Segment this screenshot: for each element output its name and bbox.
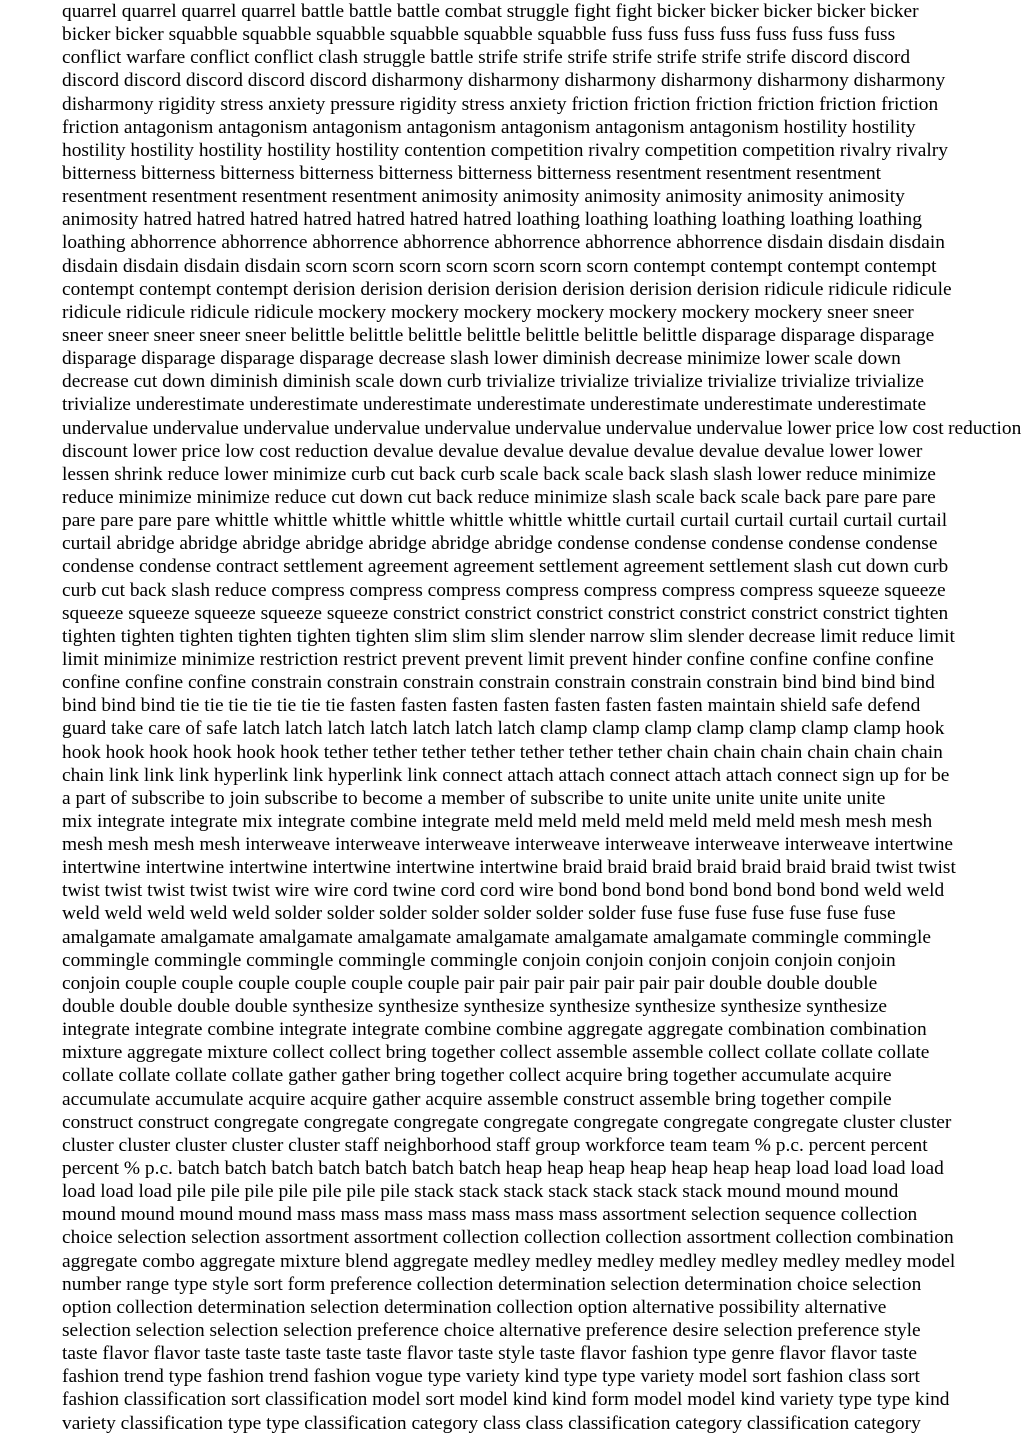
text-line: commingle commingle commingle commingle commingle conjoin conjoin conjoin conjoin conjoin conjoin [62, 949, 896, 971]
text-line: bind bind bind tie tie tie tie tie tie tie fasten fasten fasten fasten fasten fasten fasten maintain shield safe defend [62, 695, 921, 717]
text-line: reduce minimize minimize reduce cut down cut back reduce minimize slash scale back scale back pare pare pare [62, 486, 936, 508]
text-line: integrate integrate combine integrate integrate combine combine aggregate aggregate combination combination [62, 1019, 927, 1041]
text-line: twist twist twist twist twist wire wire cord twine cord cord wire bond bond bond bond bond bond bond weld weld [62, 880, 945, 902]
text-line: hook hook hook hook hook hook tether tether tether tether tether tether tether chain chain chain chain chain chain [62, 741, 943, 763]
text-line: mesh mesh mesh mesh interweave interweave interweave interweave interweave interweave interweave intertwine [62, 834, 954, 856]
text-line: decrease cut down diminish diminish scale down curb trivialize trivialize trivialize trivialize trivialize trivialize [62, 371, 925, 393]
text-line: accumulate accumulate acquire acquire gather acquire assemble construct assemble bring together compile [62, 1088, 892, 1110]
text-line: curtail abridge abridge abridge abridge abridge abridge abridge condense condense condense condense condense [62, 533, 938, 555]
document-page [62, 0, 1024, 1446]
text-line: bicker bicker squabble squabble squabble squabble squabble squabble fuss fuss fuss fuss fuss fuss fuss fuss [62, 24, 896, 46]
text-line: disdain disdain disdain disdain scorn scorn scorn scorn scorn scorn scorn contempt contempt contempt contempt [62, 255, 937, 277]
text-line: limit minimize minimize restriction restrict prevent prevent limit prevent hinder confine confine confine confine [62, 648, 934, 670]
text-line: sneer sneer sneer sneer sneer belittle belittle belittle belittle belittle belittle belittle disparage disparage disparage [62, 324, 935, 346]
text-line: contempt contempt contempt derision derision derision derision derision derision derision ridicule ridicule ridicule [62, 278, 952, 300]
text-line: fashion classification sort classification model sort model kind kind form model model kind variety type type kind [62, 1389, 950, 1411]
text-line: a part of subscribe to join subscribe to become a member of subscribe to unite unite unite unite unite unite [62, 787, 886, 809]
text-line: squeeze squeeze squeeze squeeze squeeze constrict constrict constrict constrict constrict constrict constrict tighten [62, 602, 949, 624]
text-line: ridicule ridicule ridicule ridicule mockery mockery mockery mockery mockery mockery mockery sneer sneer [62, 301, 914, 323]
text-line: conflict warfare conflict conflict clash struggle battle strife strife strife strife strife strife strife discord discord [62, 47, 911, 69]
text-line: collate collate collate collate gather gather bring together collect acquire bring together accumulate acquire [62, 1065, 892, 1087]
text-line: disparage disparage disparage disparage decrease slash lower diminish decrease minimize lower scale down [62, 348, 901, 370]
text-line: intertwine intertwine intertwine intertwine intertwine intertwine braid braid braid braid braid braid braid twist twist [62, 857, 956, 879]
text-line: lessen shrink reduce lower minimize curb cut back curb scale back scale back slash slash lower reduce minimize [62, 463, 936, 485]
text-line: choice selection selection assortment assortment collection collection collection assortment collection combination [62, 1227, 954, 1249]
text-line: conjoin couple couple couple couple couple couple pair pair pair pair pair pair pair double double double [62, 972, 878, 994]
text-line: discount lower price low cost reduction devalue devalue devalue devalue devalue devalue devalue lower lower [62, 440, 923, 462]
text-line: number range type style sort form preference collection determination selection determination choice selection [62, 1273, 922, 1295]
text-line: discord discord discord discord discord disharmony disharmony disharmony disharmony disharmony disharmony [62, 70, 946, 92]
text-line: friction antagonism antagonism antagonism antagonism antagonism antagonism antagonism hostility hostility [62, 116, 916, 138]
text-line: animosity hatred hatred hatred hatred hatred hatred hatred loathing loathing loathing loathing loathing loathing [62, 209, 922, 231]
text-line: bitterness bitterness bitterness bitterness bitterness bitterness bitterness resentment resentment resentment [62, 162, 882, 184]
text-line: cluster cluster cluster cluster cluster staff neighborhood staff group workforce team team % p.c. percent percent [62, 1134, 928, 1156]
text-line: mix integrate integrate mix integrate combine integrate meld meld meld meld meld meld meld mesh mesh mesh [62, 810, 933, 832]
text-line: load load load pile pile pile pile pile pile pile stack stack stack stack stack stack stack mound mound mound [62, 1181, 899, 1203]
text-line: condense condense contract settlement agreement agreement settlement agreement settlement slash cut down curb [62, 556, 949, 578]
text-line: percent % p.c. batch batch batch batch batch batch batch heap heap heap heap heap heap heap load load load load [62, 1158, 944, 1180]
text-line: hostility hostility hostility hostility hostility contention competition rivalry competition competition rivalry rivalry [62, 139, 948, 161]
text-line: pare pare pare pare whittle whittle whittle whittle whittle whittle whittle curtail curtail curtail curtail curtail curtail [62, 510, 948, 532]
text-line: double double double double synthesize synthesize synthesize synthesize synthesize synthesize synthesize [62, 996, 887, 1018]
text-line: chain link link link hyperlink link hyperlink link connect attach attach connect attach attach connect sign up for be [62, 764, 950, 786]
text-line: confine confine confine constrain constrain constrain constrain constrain constrain constrain bind bind bind bind [62, 672, 935, 694]
text-line: mixture aggregate mixture collect collect bring together collect assemble assemble collect collate collate collate [62, 1042, 930, 1064]
text-line: selection selection selection selection preference choice alternative preference desire selection preference style [62, 1320, 921, 1342]
text-line: mound mound mound mound mass mass mass mass mass mass mass assortment selection sequence collection [62, 1204, 918, 1226]
text-line: curb cut back slash reduce compress compress compress compress compress compress compress squeeze squeeze [62, 579, 946, 601]
text-line: loathing abhorrence abhorrence abhorrence abhorrence abhorrence abhorrence abhorrence disdain disdain disdain [62, 232, 945, 254]
text-line: fashion trend type fashion trend fashion vogue type variety kind type type variety model sort fashion class sort [62, 1366, 920, 1388]
text-line: trivialize underestimate underestimate underestimate underestimate underestimate underestimate underestimate [62, 394, 927, 416]
text-line: guard take care of safe latch latch latch latch latch latch latch clamp clamp clamp clamp clamp clamp clamp hook [62, 718, 945, 740]
text-line: variety classification type type classification category class class classification category classification category [62, 1412, 921, 1434]
text-line: aggregate combo aggregate mixture blend aggregate medley medley medley medley medley medley medley model [62, 1250, 956, 1272]
text-line: taste flavor flavor taste taste taste taste taste flavor taste style taste flavor fashion type genre flavor flavor taste [62, 1343, 918, 1365]
text-line: undervalue undervalue undervalue undervalue undervalue undervalue undervalue undervalue lower price low cost reduction [62, 417, 1022, 439]
text-line: resentment resentment resentment resentment animosity animosity animosity animosity animosity animosity [62, 186, 905, 208]
text-line: amalgamate amalgamate amalgamate amalgamate amalgamate amalgamate amalgamate commingle commingle [62, 926, 931, 948]
text-line: construct construct congregate congregate congregate congregate congregate congregate congregate cluster cluster [62, 1111, 952, 1133]
text-line: tighten tighten tighten tighten tighten tighten slim slim slim slender narrow slim slender decrease limit reduce limit [62, 625, 955, 647]
text-line: disharmony rigidity stress anxiety pressure rigidity stress anxiety friction friction friction friction friction friction [62, 93, 939, 115]
text-line: option collection determination selection determination collection option alternative possibility alternative [62, 1296, 887, 1318]
text-line: weld weld weld weld weld solder solder solder solder solder solder solder fuse fuse fuse fuse fuse fuse fuse [62, 903, 896, 925]
text-line: quarrel quarrel quarrel quarrel battle battle battle combat struggle fight fight bicker bicker bicker bicker bicker [62, 1, 919, 22]
